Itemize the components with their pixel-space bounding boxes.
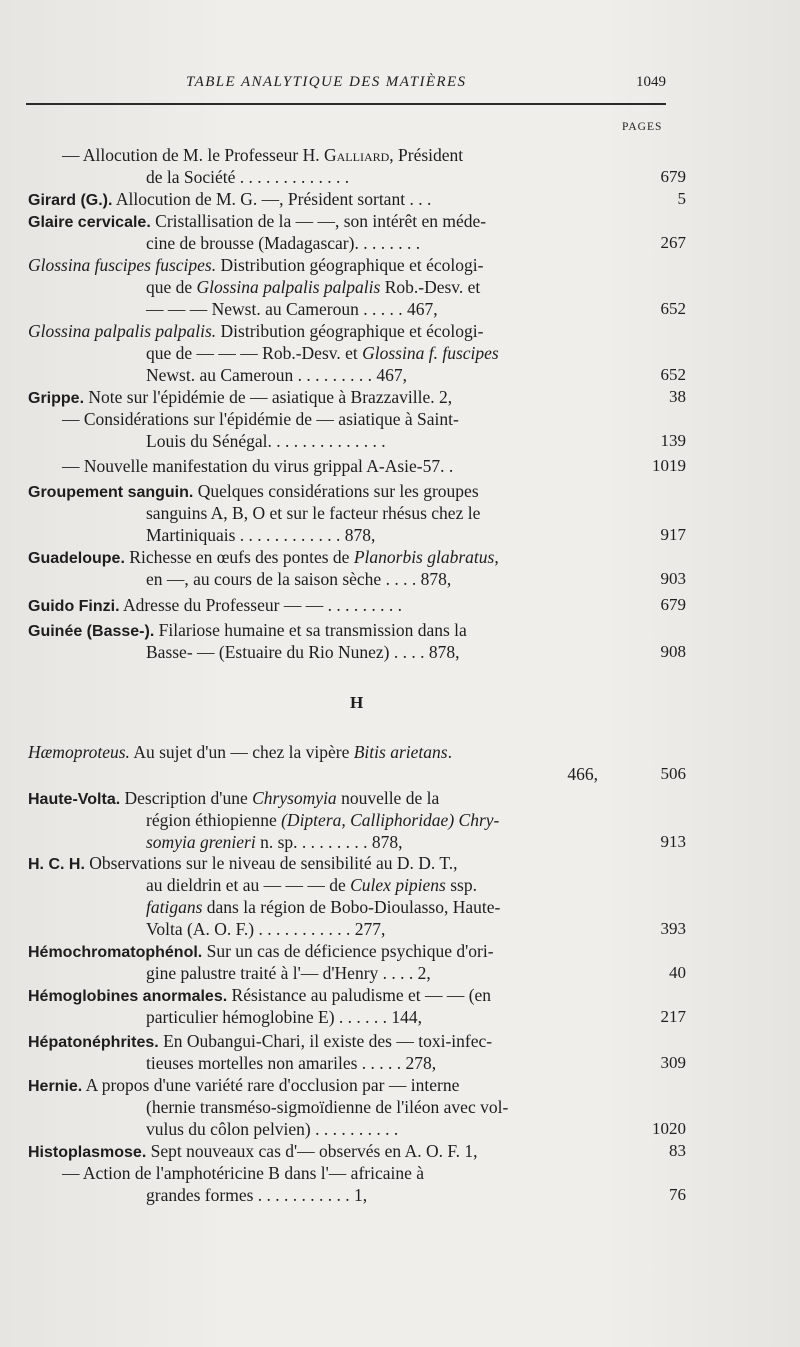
entry-text: (hernie transméso-sigmoïdienne de l'iléon avec vol- xyxy=(146,1097,509,1117)
entry-text: — Action de l'amphotéricine B dans l'— africaine à xyxy=(62,1163,425,1183)
entry-text: nouvelle de la xyxy=(336,788,440,808)
entry-text: Louis du Sénégal. . . . . . . . . . . . . . xyxy=(146,431,386,451)
entry-line xyxy=(146,1006,422,1028)
entry-page-ref: 40 xyxy=(669,963,686,982)
entry-line xyxy=(146,342,499,364)
entry-line xyxy=(28,210,486,234)
entry-text: Volta (A. O. F.) . . . . . . . . . . . 277, xyxy=(146,919,386,939)
entry-line xyxy=(146,232,420,254)
entry-line xyxy=(146,962,431,984)
entry-text: Galliard xyxy=(323,145,390,165)
entry-line xyxy=(28,1030,492,1054)
section-letter: H xyxy=(350,693,364,712)
entry-line xyxy=(28,1074,459,1098)
entry-text: Newst. au Cameroun . . . . . . . . . 467, xyxy=(146,365,408,385)
entry-text: que de — — — Rob.-Desv. et xyxy=(146,343,363,363)
entry-line xyxy=(28,546,499,570)
entry-line xyxy=(146,918,385,940)
entry-line xyxy=(62,455,453,477)
entry-page-ref: 679 xyxy=(660,595,686,614)
entry-page-ref: 139 xyxy=(660,431,686,450)
entry-text: Glossina palpalis palpalis xyxy=(196,277,381,297)
entry-text: vulus du côlon pelvien) . . . . . . . . . . xyxy=(146,1119,399,1139)
entry-text: Glossina palpalis palpalis. xyxy=(28,321,217,341)
entry-line xyxy=(28,787,439,811)
entry-page-ref: 908 xyxy=(660,642,686,661)
entry-line xyxy=(146,1096,508,1118)
entry-text: H. C. H. xyxy=(28,856,85,873)
entry-text: Guinée (Basse-). xyxy=(28,623,155,640)
entry-text: Richesse en œufs des pontes de xyxy=(124,547,354,567)
entry-page-ref: 76 xyxy=(669,1185,686,1204)
entry-text: Martiniquais . . . . . . . . . . . . 878, xyxy=(146,525,376,545)
entry-text: au dieldrin et au — — — de xyxy=(146,875,351,895)
entry-page-ref: 652 xyxy=(660,299,686,318)
entry-text: Adresse du Professeur — — . . . . . . . . . xyxy=(119,595,402,615)
entry-text: sanguins A, B, O et sur le facteur rhésus chez le xyxy=(146,503,481,523)
entry-line xyxy=(146,641,459,663)
header-page-number: 1049 xyxy=(636,74,666,90)
entry-page-ref: 83 xyxy=(669,1141,686,1160)
entry-line xyxy=(146,874,477,896)
entry-text: (Diptera, Calliphoridae) Chry- xyxy=(281,810,500,830)
entry-line xyxy=(146,831,403,853)
entry-text: région éthiopienne xyxy=(146,810,282,830)
entry-text: en —, au cours de la saison sèche . . . . 878, xyxy=(146,569,452,589)
entry-text: En Oubangui-Chari, il existe des — toxi-infec- xyxy=(158,1031,493,1051)
entry-page-ref: 506 xyxy=(660,764,686,783)
entry-text: particulier hémoglobine E) . . . . . . 144, xyxy=(146,1007,423,1027)
entry-text: Note sur l'épidémie de — asiatique à Brazzaville. 2, xyxy=(84,387,453,407)
entry-page-ref: 267 xyxy=(660,233,686,252)
entry-text: dans la région de Bobo-Dioulasso, Haute- xyxy=(202,897,501,917)
entry-line xyxy=(146,1184,367,1206)
entry-text: Résistance au paludisme et — — (en xyxy=(227,985,492,1005)
entry-line xyxy=(146,364,407,386)
entry-text: Basse- — (Estuaire du Rio Nunez) . . . . 878, xyxy=(146,642,460,662)
entry-text: Hépatonéphrites. xyxy=(28,1034,159,1051)
entry-text: Glossina f. fuscipes xyxy=(362,343,499,363)
entry-text: , xyxy=(494,547,499,567)
entry-line xyxy=(28,1140,478,1164)
pages-column-label: PAGES xyxy=(622,121,663,133)
entry-line xyxy=(28,480,479,504)
entry-text: Hémoglobines anormales. xyxy=(28,988,228,1005)
entry-line xyxy=(146,524,375,546)
entry-line xyxy=(28,386,452,410)
entry-text: Chrysomyia xyxy=(252,788,337,808)
entry-text: n. sp. . . . . . . . . 878, xyxy=(255,832,403,852)
entry-page-ref: 393 xyxy=(660,919,686,938)
entry-line xyxy=(146,809,499,831)
entry-line xyxy=(28,741,452,763)
entry-text: gine palustre traité à l'— d'Henry . . . . 2, xyxy=(146,963,431,983)
entry-text: Allocution de M. G. —, Président sortant . . . xyxy=(112,189,432,209)
entry-line xyxy=(28,594,402,618)
entry-text: Quelques considérations sur les groupes xyxy=(193,481,479,501)
entry-line xyxy=(28,940,494,964)
entry-line xyxy=(146,1052,436,1074)
entry-text: que de xyxy=(146,277,197,297)
entry-text: Cristallisation de la — —, son intérêt en méde- xyxy=(150,211,487,231)
running-header xyxy=(0,72,800,96)
header-title: TABLE ANALYTIQUE DES MATIÈRES xyxy=(186,74,467,90)
entry-page-ref: 217 xyxy=(660,1007,686,1026)
entry-line xyxy=(62,1162,424,1184)
entry-page-ref: 913 xyxy=(660,832,686,851)
entry-text: . xyxy=(447,742,452,762)
entry-page-ref: 5 xyxy=(677,189,686,208)
entry-page-ref: 309 xyxy=(660,1053,686,1072)
entry-line xyxy=(146,896,500,918)
entry-text: Glaire cervicale. xyxy=(28,214,151,231)
entry-text: Sept nouveaux cas d'— observés en A. O. F. 1, xyxy=(146,1141,478,1161)
entry-text: — Nouvelle manifestation du virus grippal A-Asie-57. . xyxy=(62,456,454,476)
entry-line xyxy=(146,1118,398,1140)
entry-line xyxy=(146,166,349,188)
entry-text: Guadeloupe. xyxy=(28,550,125,567)
entry-line xyxy=(567,763,598,785)
entry-text: ssp. xyxy=(445,875,477,895)
entry-text: Groupement sanguin. xyxy=(28,484,194,501)
entry-line xyxy=(28,188,431,212)
entry-page-ref: 652 xyxy=(660,365,686,384)
entry-text: cine de brousse (Madagascar). . . . . . . . xyxy=(146,233,421,253)
entry-line xyxy=(146,568,451,590)
entry-text: Bitis arietans xyxy=(353,742,448,762)
entry-text: tieuses mortelles non amariles . . . . . 278, xyxy=(146,1053,437,1073)
entry-text: — Considérations sur l'épidémie de — asiatique à Saint- xyxy=(62,409,459,429)
entry-text: Histoplasmose. xyxy=(28,1144,147,1161)
entry-line xyxy=(146,502,480,524)
entry-page-ref: 1020 xyxy=(652,1119,686,1138)
entry-page-ref: 38 xyxy=(669,387,686,406)
entry-page-ref: 903 xyxy=(660,569,686,588)
entry-text: fatigans xyxy=(146,897,203,917)
entry-text: 466, xyxy=(567,764,598,784)
entry-text: grandes formes . . . . . . . . . . . 1, xyxy=(146,1185,368,1205)
entry-text: Glossina fuscipes fuscipes. xyxy=(28,255,217,275)
entry-line xyxy=(62,144,463,166)
entry-line xyxy=(146,298,438,320)
entry-text: Distribution géographique et écologi- xyxy=(216,255,484,275)
entry-page-ref: 679 xyxy=(660,167,686,186)
entry-text: Hæmoproteus. xyxy=(28,742,130,762)
entry-text: Girard (G.). xyxy=(28,192,113,209)
entry-line xyxy=(62,408,459,430)
entry-line xyxy=(28,254,483,276)
entry-text: A propos d'une variété rare d'occlusion par — interne xyxy=(82,1075,460,1095)
entry-line xyxy=(28,619,467,643)
entry-text: Sur un cas de déficience psychique d'ori- xyxy=(202,941,494,961)
entry-text: Guido Finzi. xyxy=(28,598,120,615)
header-rule xyxy=(26,103,666,105)
entry-text: Grippe. xyxy=(28,390,85,407)
entry-text: somyia grenieri xyxy=(146,832,256,852)
entry-text: Filariose humaine et sa transmission dans la xyxy=(154,620,467,640)
entry-line xyxy=(28,320,483,342)
entry-line xyxy=(146,430,386,452)
entry-text: — — — Newst. au Cameroun . . . . . 467, xyxy=(146,299,438,319)
entry-text: Au sujet d'un — chez la vipère xyxy=(129,742,354,762)
entry-page-ref: 1019 xyxy=(652,456,686,475)
entry-text: — Allocution de M. le Professeur H. xyxy=(62,145,324,165)
entry-text: Distribution géographique et écologi- xyxy=(216,321,484,341)
entry-page-ref: 917 xyxy=(660,525,686,544)
entry-text: Rob.-Desv. et xyxy=(380,277,481,297)
entry-text: de la Société . . . . . . . . . . . . . xyxy=(146,167,350,187)
entry-text: , Président xyxy=(389,145,464,165)
entry-text: Hémochromatophénol. xyxy=(28,944,203,961)
entry-text: Haute-Volta. xyxy=(28,791,121,808)
entry-line xyxy=(28,984,491,1008)
entry-text: Hernie. xyxy=(28,1078,83,1095)
entry-text: Observations sur le niveau de sensibilité au D. D. T., xyxy=(84,853,458,873)
entry-line xyxy=(146,276,480,298)
entry-text: Planorbis glabratus xyxy=(353,547,495,567)
entry-line xyxy=(28,852,458,876)
entry-text: Description d'une xyxy=(120,788,253,808)
entry-text: Culex pipiens xyxy=(350,875,446,895)
